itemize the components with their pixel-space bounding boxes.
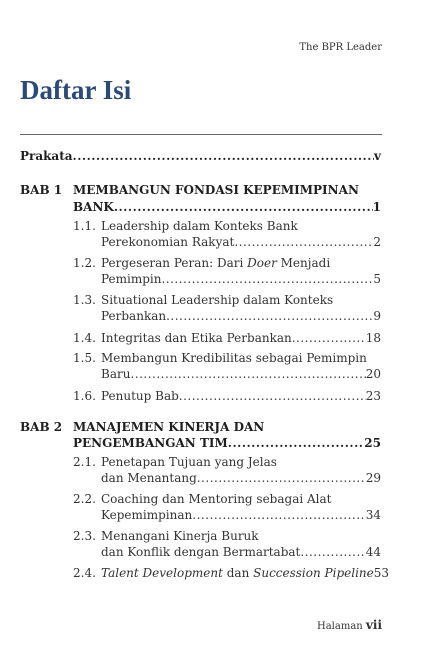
toc-page-number: 34 (365, 508, 381, 522)
dot-leader (73, 149, 374, 164)
dot-leader (130, 367, 365, 382)
chapter-title-line: MANAJEMEN KINERJA DAN (73, 420, 265, 434)
toc-entry-1-5[interactable] (101, 351, 381, 381)
section-title-line: Situational Leadership dalam Konteks (101, 293, 334, 307)
toc-entry-2-1[interactable] (101, 455, 381, 485)
dot-leader (197, 471, 366, 486)
section-title-line: Menangani Kinerja Buruk (101, 529, 259, 543)
dot-leader (114, 200, 373, 215)
toc-page-number: 20 (365, 367, 381, 381)
toc-page-number: 53 (373, 566, 390, 580)
section-number: 1.2. (73, 256, 96, 270)
running-head: The BPR Leader (299, 42, 382, 53)
toc-page-number: 23 (365, 389, 381, 403)
section-title-line: Penutup Bab (101, 389, 179, 403)
title-part: Menjadi (276, 256, 331, 270)
section-number: 2.4. (73, 566, 96, 580)
toc-entry-bab1[interactable] (73, 183, 381, 214)
dot-leader (192, 508, 365, 523)
section-title-line: Leadership dalam Konteks Bank (101, 219, 298, 233)
dot-leader (292, 331, 366, 346)
chapter-label: BAB 1 (20, 183, 63, 197)
section-title-line: Penetapan Tujuan yang Jelas (101, 455, 277, 469)
dot-leader (166, 309, 373, 324)
dot-leader (228, 436, 365, 451)
toc-entry-label: Prakata (20, 149, 73, 163)
section-title-line: Kepemimpinan (101, 508, 193, 522)
dot-leader (300, 545, 365, 560)
section-title-line: Perekonomian Rakyat (101, 235, 235, 249)
title-emphasis: Doer (247, 256, 277, 270)
title-part: dan (222, 566, 254, 580)
toc-entry-1-3[interactable] (101, 293, 381, 323)
section-title-line (101, 566, 374, 581)
toc-page-number: 44 (365, 545, 381, 559)
section-number: 1.5. (73, 351, 96, 365)
toc-page-number: 1 (372, 200, 381, 214)
toc-page-number: 5 (373, 272, 381, 286)
dot-leader (161, 272, 373, 287)
title-emphasis: Talent Development (101, 566, 223, 580)
section-number: 2.2. (73, 492, 96, 506)
toc-entry-2-2[interactable] (101, 492, 381, 522)
section-title-line: Membangun Kredibilitas sebagai Pemimpin (101, 351, 367, 365)
toc-page-number: v (374, 149, 381, 163)
section-number: 2.3. (73, 529, 96, 543)
toc-entry-1-2[interactable] (101, 256, 381, 286)
section-title-line: Perbankan (101, 309, 167, 323)
section-title-line: dan Konflik dengan Bermartabat (101, 545, 301, 559)
toc-page-number: 25 (364, 436, 381, 450)
toc-entry-2-3[interactable] (101, 529, 381, 559)
toc-page-number: 29 (365, 471, 381, 485)
section-number: 1.3. (73, 293, 96, 307)
dot-leader (179, 389, 366, 404)
section-title-line: Baru (101, 367, 131, 381)
title-part: Pergeseran Peran: Dari (101, 256, 248, 270)
section-number: 1.4. (73, 331, 96, 345)
page-title: Daftar Isi (20, 75, 132, 105)
toc-entry-prakata[interactable] (20, 149, 381, 164)
section-title-line: dan Menantang (101, 471, 197, 485)
section-title-line: Integritas dan Etika Perbankan (101, 331, 292, 345)
section-title-line: Pemimpin (101, 272, 162, 286)
section-title-line (101, 256, 381, 271)
chapter-label: BAB 2 (20, 420, 63, 434)
section-number: 1.1. (73, 219, 96, 233)
page-footer (317, 618, 382, 632)
section-number: 1.6. (73, 389, 96, 403)
footer-label: Halaman (317, 621, 366, 632)
section-title-line: Coaching dan Mentoring sebagai Alat (101, 492, 332, 506)
title-emphasis: Succession Pipeline (253, 566, 374, 580)
dot-leader (234, 235, 373, 250)
footer-page-number: vii (365, 618, 382, 632)
section-number: 2.1. (73, 455, 96, 469)
title-rule (20, 134, 382, 135)
chapter-title-line: PENGEMBANGAN TIM (73, 436, 228, 450)
toc-page-number: 9 (373, 309, 381, 323)
toc-entry-1-1[interactable] (101, 219, 381, 249)
toc-entry-bab2[interactable] (73, 420, 381, 450)
chapter-title-line: MEMBANGUN FONDASI KEPEMIMPINAN (73, 183, 359, 197)
toc-page-number: 2 (373, 235, 381, 249)
chapter-title-line: BANK (73, 200, 114, 214)
toc-page-number: 18 (365, 331, 381, 345)
